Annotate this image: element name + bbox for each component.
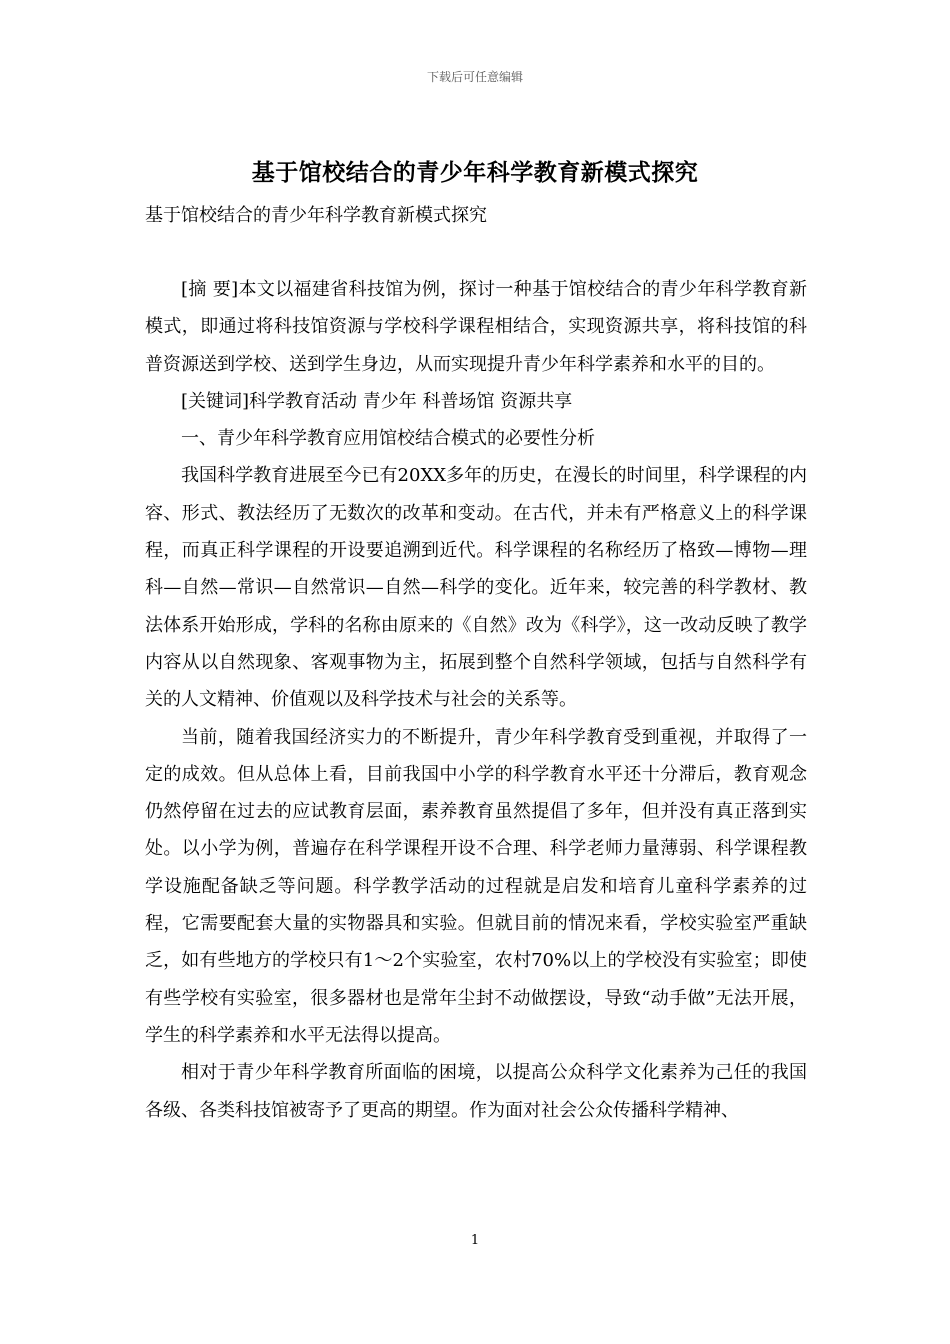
body-paragraph: 当前，随着我国经济实力的不断提升，青少年科学教育受到重视，并取得了一定的成效。但从总体上看，目前我国中小学的科学教育水平还十分滞后，教育观念仍然停留在过去的应试教育层面，素养教育虽然提倡了多年，但并没有真正落到实处。以小学为例，普遍存在科学课程开设不合理、科学老师力量薄弱、科学课程教学设施配备缺乏等问题。科学教学活动的过程就是启发和培育儿童科学素养的过程，它需要配套大量的实物器具和实验。但就目前的情况来看，学校实验室严重缺乏，如有些地方的学校只有1～2个实验室，农村70%以上的学校没有实验室；即使有些学校有实验室，很多器材也是常年尘封不动做摆设，导致“动手做”无法开展，学生的科学素养和水平无法得以提高。 — [145, 726, 807, 1046]
keywords-paragraph: [关键词]科学教育活动 青少年 科普场馆 资源共享 — [181, 390, 573, 412]
section-heading: 一、青少年科学教育应用馆校结合模式的必要性分析 — [181, 428, 595, 450]
body-paragraph: 相对于青少年科学教育所面临的困境，以提高公众科学文化素养为己任的我国各级、各类科技馆被寄予了更高的期望。作为面对社会公众传播科学精神、 — [145, 1062, 807, 1121]
document-body — [145, 271, 807, 1129]
header-note: 下载后可任意编辑 — [426, 70, 523, 84]
document-title: 基于馆校结合的青少年科学教育新模式探究 — [251, 160, 699, 186]
page-number: 1 — [470, 1233, 480, 1248]
body-paragraph: 我国科学教育进展至今已有20XX多年的历史，在漫长的时间里，科学课程的内容、形式、教法经历了无数次的改革和变动。在古代，并未有严格意义上的科学课程，而真正科学课程的开设要追溯到近代。科学课程的名称经历了格致—博物—理科—自然—常识—自然常识—自然—科学的变化。近年来，较完善的科学教材、教法体系开始形成，学科的名称由原来的《自然》改为《科学》，这一改动反映了教学内容从以自然现象、客观事物为主，拓展到整个自然科学领域，包括与自然科学有关的人文精神、价值观以及科学技术与社会的关系等。 — [145, 465, 807, 711]
document-subtitle: 基于馆校结合的青少年科学教育新模式探究 — [145, 205, 487, 226]
abstract-paragraph: [摘 要]本文以福建省科技馆为例，探讨一种基于馆校结合的青少年科学教育新模式，即通过将科技馆资源与学校科学课程相结合，实现资源共享，将科技馆的科普资源送到学校、送到学生身边，从而实现提升青少年科学素养和水平的目的。 — [145, 279, 807, 375]
